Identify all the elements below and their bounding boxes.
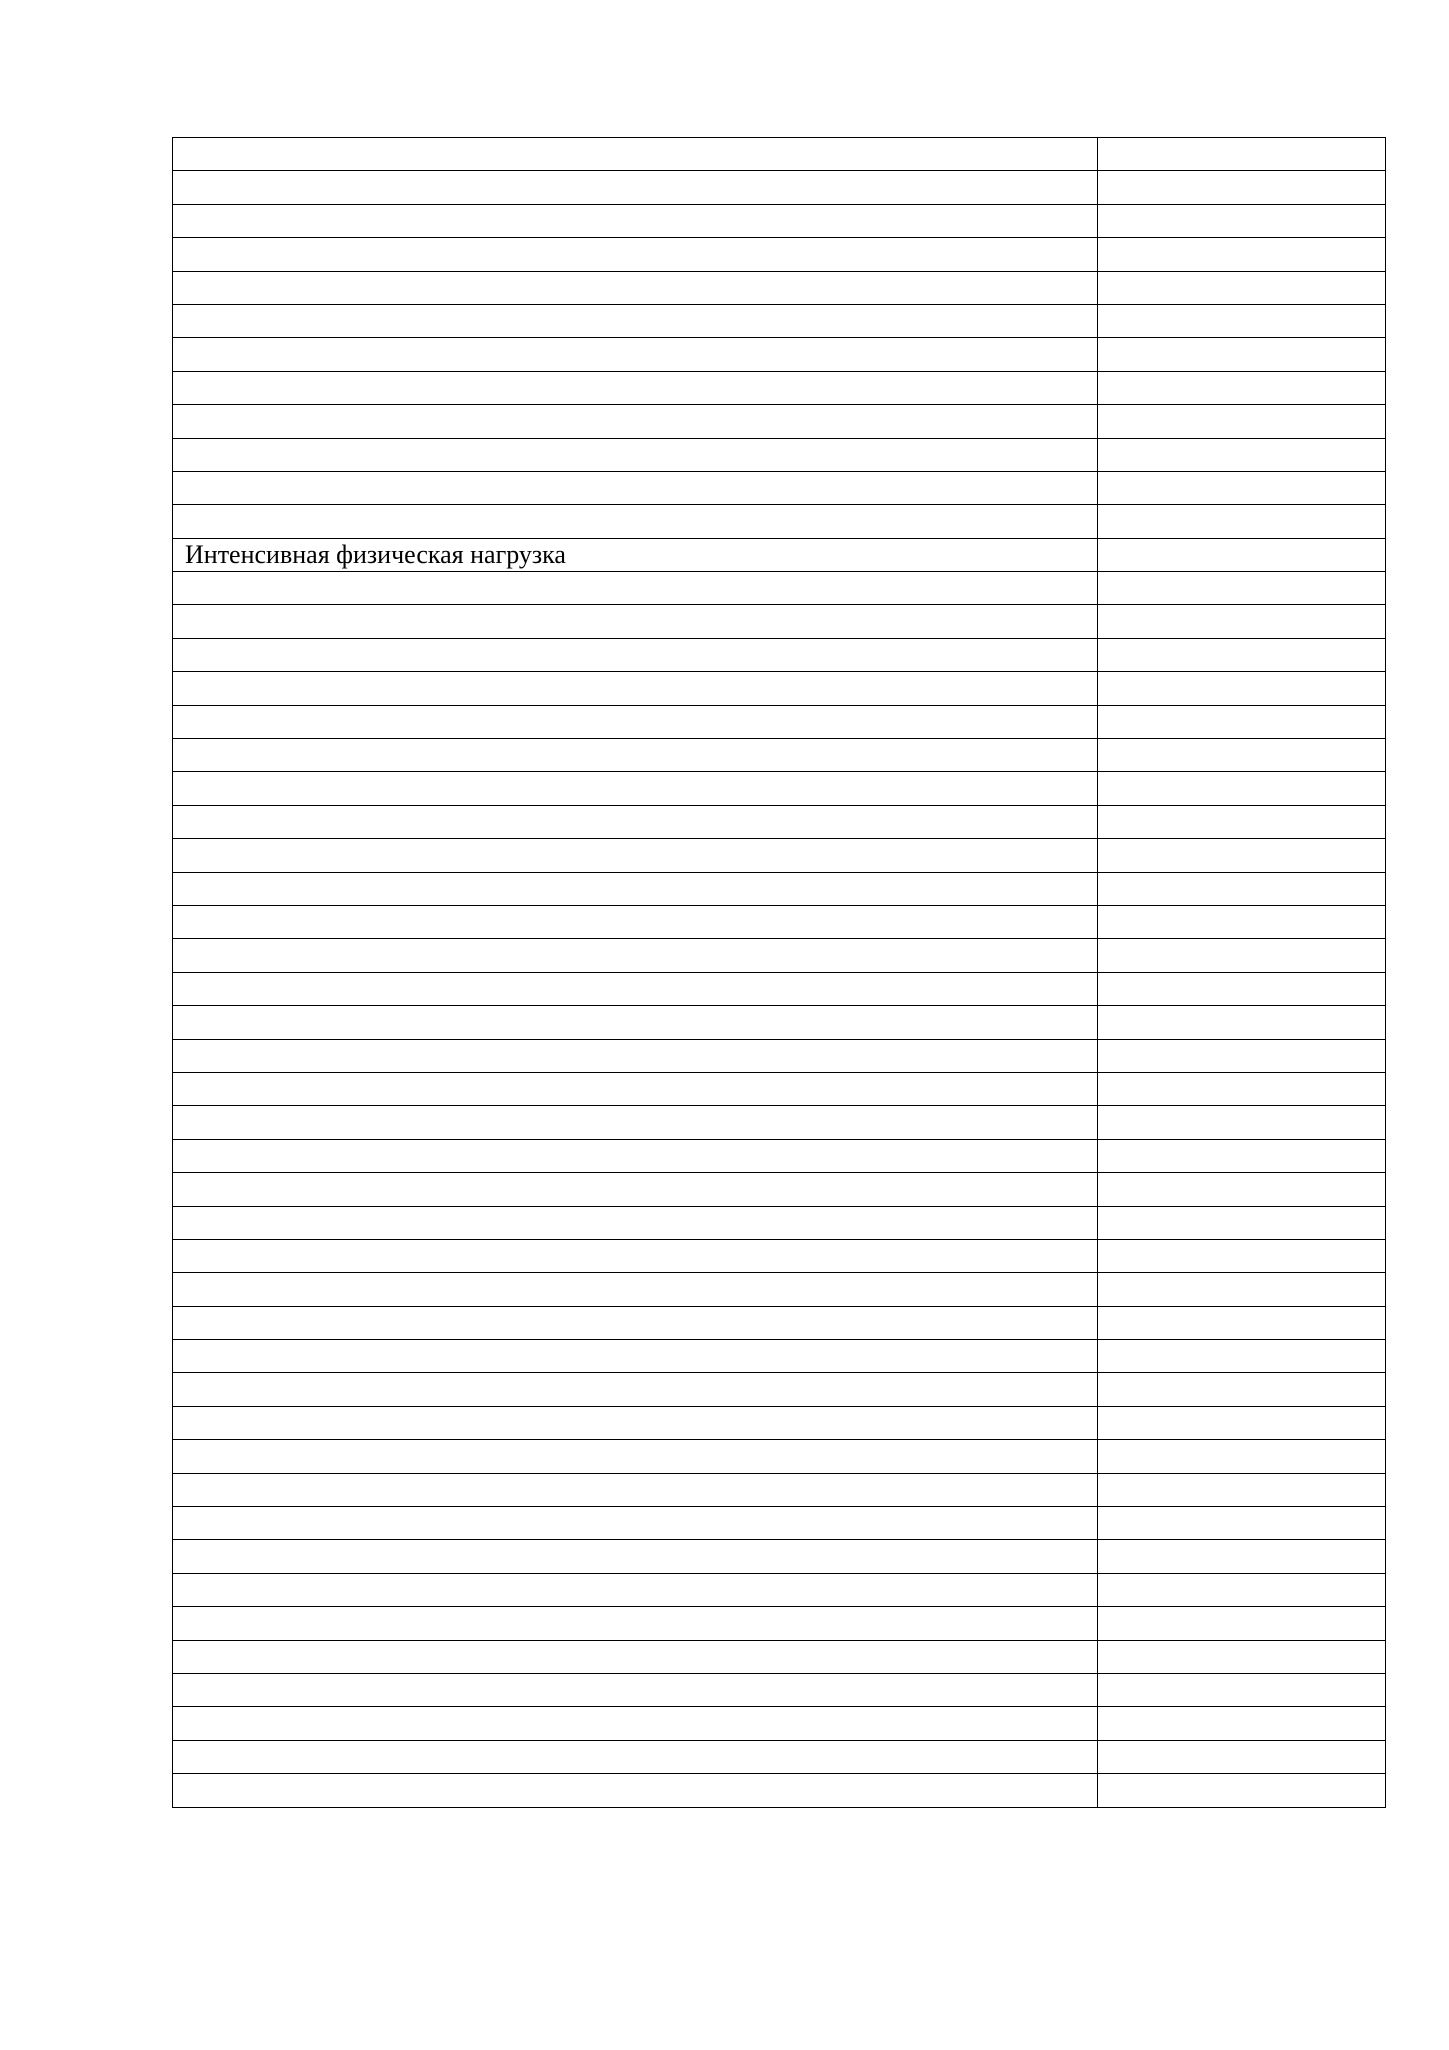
- row-label-cell: [173, 1774, 1098, 1807]
- row-label-cell: [173, 204, 1098, 237]
- table-row: [173, 1373, 1386, 1406]
- row-value-cell: [1098, 1673, 1386, 1706]
- table-row: [173, 1473, 1386, 1506]
- row-label-cell: [173, 1406, 1098, 1439]
- row-label-cell: [173, 505, 1098, 538]
- row-value-cell: [1098, 505, 1386, 538]
- row-label-cell: [173, 672, 1098, 705]
- row-label-cell: [173, 1039, 1098, 1072]
- table-row: [173, 872, 1386, 905]
- row-value-cell: [1098, 1306, 1386, 1339]
- row-label-cell: [173, 1607, 1098, 1640]
- table-row: [173, 204, 1386, 237]
- row-label-cell: [173, 939, 1098, 972]
- table-row: [173, 672, 1386, 705]
- row-label-cell: [173, 171, 1098, 204]
- table-row: [173, 1607, 1386, 1640]
- row-label-cell: [173, 605, 1098, 638]
- row-label-cell: [173, 1106, 1098, 1139]
- row-label-cell: [173, 1006, 1098, 1039]
- row-value-cell: [1098, 605, 1386, 638]
- row-value-cell: [1098, 1373, 1386, 1406]
- row-label-cell: [173, 1473, 1098, 1506]
- table-row: [173, 238, 1386, 271]
- row-label-cell: [173, 1139, 1098, 1172]
- row-value-cell: [1098, 905, 1386, 938]
- row-value-cell: [1098, 1507, 1386, 1540]
- table-row: [173, 638, 1386, 671]
- table-row: [173, 1740, 1386, 1773]
- row-value-cell: [1098, 1206, 1386, 1239]
- row-label-cell: [173, 471, 1098, 504]
- row-label-cell: [173, 371, 1098, 404]
- row-value-cell: [1098, 1239, 1386, 1272]
- table-row: [173, 1239, 1386, 1272]
- row-value-cell: [1098, 1607, 1386, 1640]
- table-row: [173, 1273, 1386, 1306]
- row-value-cell: [1098, 705, 1386, 738]
- table-row: [173, 1340, 1386, 1373]
- row-label-cell: [173, 1507, 1098, 1540]
- row-label-cell: [173, 1540, 1098, 1573]
- row-value-cell: [1098, 1273, 1386, 1306]
- data-table: [172, 137, 1386, 1808]
- table-row: [173, 138, 1386, 171]
- row-value-cell: [1098, 1072, 1386, 1105]
- table-row: [173, 1707, 1386, 1740]
- row-value-cell: [1098, 772, 1386, 805]
- row-value-cell: [1098, 1173, 1386, 1206]
- table-row: [173, 772, 1386, 805]
- row-label-cell: [173, 1573, 1098, 1606]
- row-value-cell: [1098, 1740, 1386, 1773]
- table-row: [173, 371, 1386, 404]
- table-row: [173, 572, 1386, 605]
- table-row: [173, 538, 1386, 571]
- row-value-cell: [1098, 471, 1386, 504]
- row-label-cell: [173, 972, 1098, 1005]
- row-value-cell: [1098, 1039, 1386, 1072]
- table-row: [173, 471, 1386, 504]
- row-label-cell: [173, 772, 1098, 805]
- row-value-cell: [1098, 805, 1386, 838]
- table-row: [173, 739, 1386, 772]
- row-label-cell: [173, 1273, 1098, 1306]
- row-label-cell: [173, 1440, 1098, 1473]
- row-label-cell: [173, 739, 1098, 772]
- row-label-cell: [173, 405, 1098, 438]
- row-label-cell: [173, 872, 1098, 905]
- row-value-cell: [1098, 138, 1386, 171]
- row-value-cell: [1098, 371, 1386, 404]
- row-value-cell: [1098, 872, 1386, 905]
- table-row: [173, 605, 1386, 638]
- row-value-cell: [1098, 1473, 1386, 1506]
- row-value-cell: [1098, 271, 1386, 304]
- table-row: [173, 1039, 1386, 1072]
- table-row: [173, 271, 1386, 304]
- row-value-cell: [1098, 338, 1386, 371]
- row-value-cell: [1098, 238, 1386, 271]
- table-row: [173, 1540, 1386, 1573]
- row-value-cell: [1098, 1406, 1386, 1439]
- table-row: [173, 1173, 1386, 1206]
- row-label-cell: [173, 1173, 1098, 1206]
- table-row: [173, 705, 1386, 738]
- row-value-cell: [1098, 572, 1386, 605]
- table-row: [173, 1072, 1386, 1105]
- table-row: [173, 1306, 1386, 1339]
- row-label-cell: [173, 705, 1098, 738]
- table-row: [173, 1006, 1386, 1039]
- row-label-cell: [173, 1072, 1098, 1105]
- row-value-cell: [1098, 1640, 1386, 1673]
- table-row: [173, 839, 1386, 872]
- row-label-cell: [173, 271, 1098, 304]
- row-value-cell: [1098, 739, 1386, 772]
- row-value-cell: [1098, 538, 1386, 571]
- row-label-cell: [173, 839, 1098, 872]
- row-value-cell: [1098, 1106, 1386, 1139]
- table-row: [173, 438, 1386, 471]
- row-value-cell: [1098, 405, 1386, 438]
- row-label-cell: [173, 304, 1098, 337]
- row-label-cell: [173, 438, 1098, 471]
- table-row: [173, 1774, 1386, 1807]
- row-label-cell: [173, 1306, 1098, 1339]
- row-label-cell: [173, 572, 1098, 605]
- table-row: [173, 405, 1386, 438]
- table-row: [173, 1673, 1386, 1706]
- row-label-cell: [173, 1740, 1098, 1773]
- row-label-cell: [173, 1373, 1098, 1406]
- row-value-cell: [1098, 1340, 1386, 1373]
- row-value-cell: [1098, 1707, 1386, 1740]
- row-value-cell: [1098, 1774, 1386, 1807]
- row-label-cell: [173, 338, 1098, 371]
- row-label-cell: [173, 1239, 1098, 1272]
- row-label-cell: [173, 1707, 1098, 1740]
- row-value-cell: [1098, 171, 1386, 204]
- row-label-cell: Интенсивная физическая нагрузка: [173, 538, 1098, 571]
- table-row: [173, 1440, 1386, 1473]
- row-label-cell: [173, 1206, 1098, 1239]
- table-row: [173, 1573, 1386, 1606]
- table-row: [173, 338, 1386, 371]
- row-label-cell: [173, 1340, 1098, 1373]
- table-row: [173, 939, 1386, 972]
- table-row: [173, 972, 1386, 1005]
- row-value-cell: [1098, 1006, 1386, 1039]
- row-value-cell: [1098, 1139, 1386, 1172]
- row-value-cell: [1098, 939, 1386, 972]
- table-row: [173, 1106, 1386, 1139]
- table-row: [173, 505, 1386, 538]
- row-value-cell: [1098, 204, 1386, 237]
- table-body: [173, 138, 1386, 1808]
- row-label-cell: [173, 1640, 1098, 1673]
- row-value-cell: [1098, 304, 1386, 337]
- row-value-cell: [1098, 972, 1386, 1005]
- row-label-cell: [173, 238, 1098, 271]
- row-label-cell: [173, 638, 1098, 671]
- row-value-cell: [1098, 438, 1386, 471]
- row-value-cell: [1098, 1440, 1386, 1473]
- row-label-cell: [173, 1673, 1098, 1706]
- row-label-cell: [173, 905, 1098, 938]
- row-label-cell: [173, 138, 1098, 171]
- table-row: [173, 171, 1386, 204]
- table-row: [173, 1406, 1386, 1439]
- row-value-cell: [1098, 638, 1386, 671]
- row-label-cell: [173, 805, 1098, 838]
- row-value-cell: [1098, 672, 1386, 705]
- table-row: [173, 1139, 1386, 1172]
- row-value-cell: [1098, 1573, 1386, 1606]
- table-row: [173, 1206, 1386, 1239]
- table-row: [173, 905, 1386, 938]
- table-row: [173, 1640, 1386, 1673]
- table-row: [173, 805, 1386, 838]
- row-value-cell: [1098, 839, 1386, 872]
- table-row: [173, 1507, 1386, 1540]
- table-row: [173, 304, 1386, 337]
- row-value-cell: [1098, 1540, 1386, 1573]
